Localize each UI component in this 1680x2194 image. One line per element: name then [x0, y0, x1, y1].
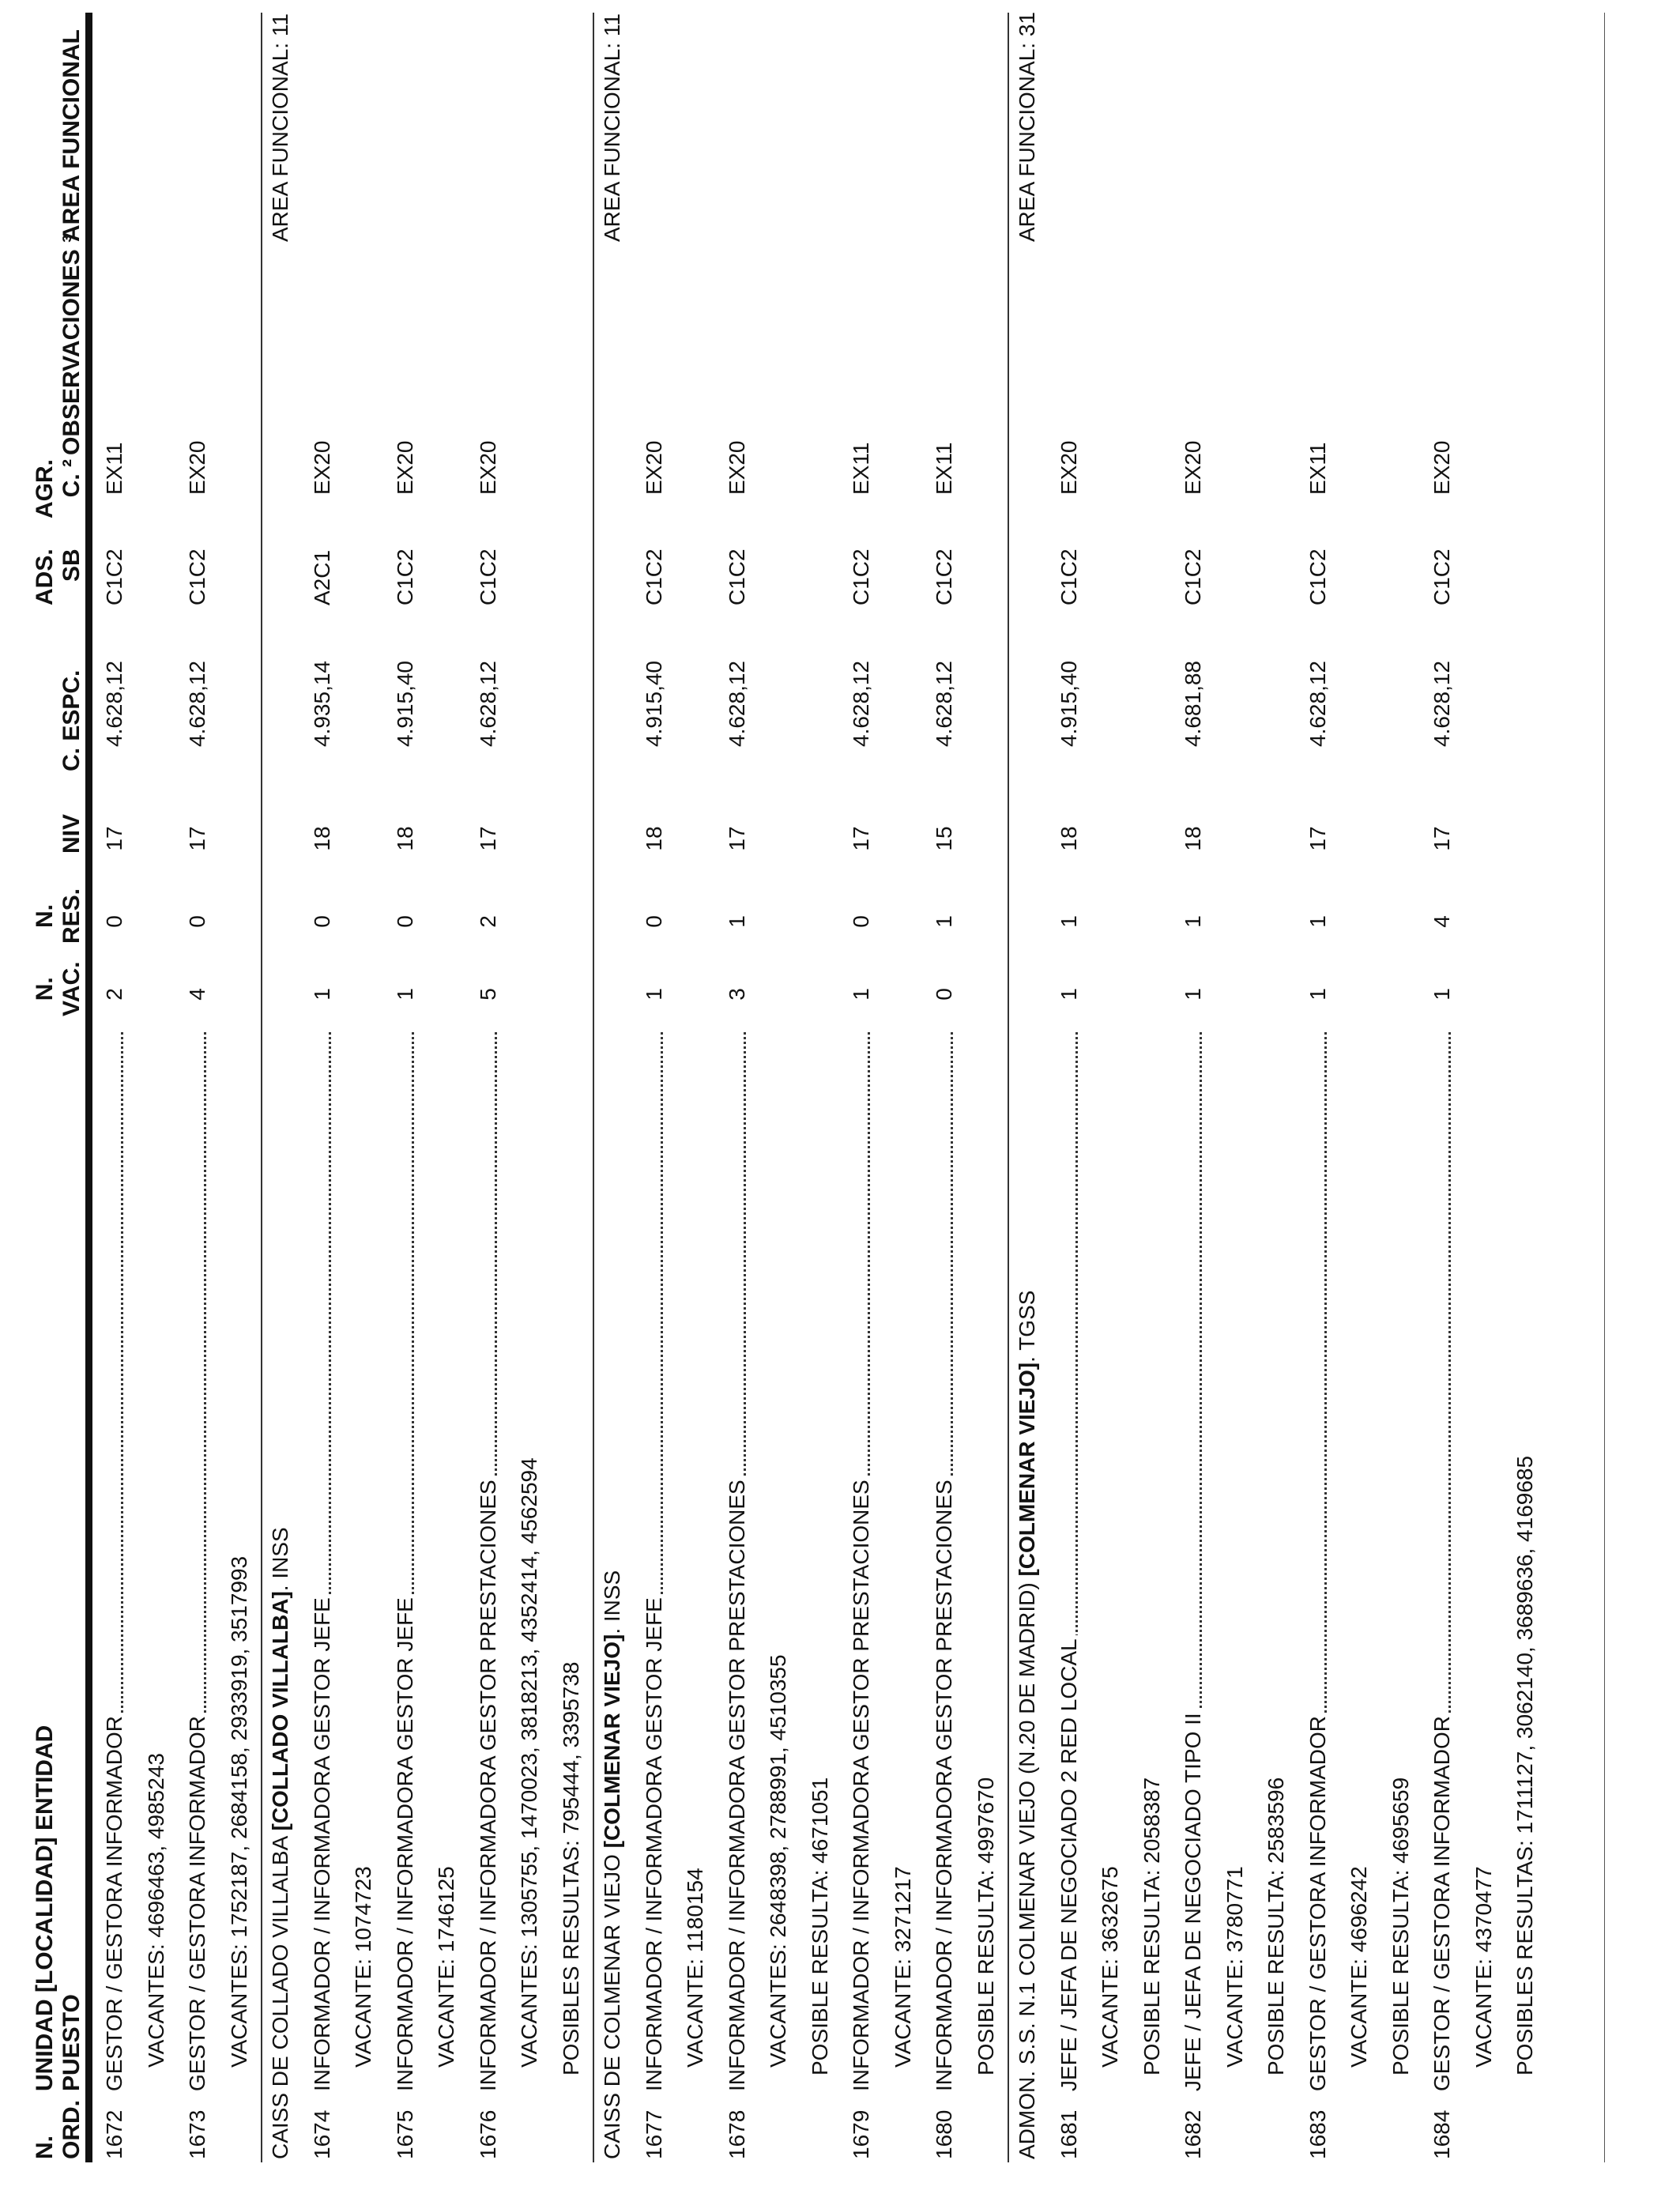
order-number: 1674	[309, 2109, 334, 2159]
vacantes-list: VACANTES: 2648398, 2788991, 4510355	[766, 1654, 790, 2068]
nivel: 18	[309, 826, 334, 851]
unit-entity: . TGSS	[1015, 1290, 1039, 1363]
order-number: 1684	[1430, 2109, 1454, 2159]
group-separator	[593, 13, 594, 2162]
puesto-title	[931, 1032, 958, 2091]
agrupacion-cuerpos: EX20	[309, 440, 334, 495]
adscripcion-subgrupo: C1C2	[1430, 548, 1454, 605]
nivel: 17	[102, 826, 126, 851]
complemento-especifico: 4.681,88	[1181, 661, 1205, 747]
puesto-text: INFORMADOR / INFORMADORA GESTOR JEFE	[393, 1594, 417, 2091]
agrupacion-cuerpos: EX11	[102, 442, 126, 495]
puesto-text: INFORMADOR / INFORMADORA GESTOR PRESTACIONES	[725, 1476, 749, 2091]
n-resultas: 1	[724, 915, 749, 928]
vacantes-list: VACANTE: 1180154	[683, 1868, 707, 2068]
nivel: 15	[932, 826, 956, 851]
header-agr-c: AGR. C. ²	[32, 459, 85, 518]
posibles-resultas: POSIBLE RESULTA: 2058387	[1139, 1777, 1164, 2075]
header-c-espc: C. ESPC.	[58, 669, 85, 771]
agrupacion-cuerpos: EX20	[392, 440, 417, 495]
n-resultas: 1	[932, 915, 956, 928]
adscripcion-subgrupo: C1C2	[102, 548, 126, 605]
adscripcion-subgrupo: C1C2	[1056, 548, 1081, 605]
posibles-resultas: POSIBLES RESULTAS: 1711127, 3062140, 3689636, 4169685	[1512, 1455, 1537, 2075]
puesto-text: JEFE / JEFA DE NEGOCIADO TIPO II	[1181, 1710, 1205, 2091]
adscripcion-subgrupo: C1C2	[724, 548, 749, 605]
complemento-especifico: 4.628,12	[724, 661, 749, 747]
agrupacion-cuerpos: EX11	[849, 442, 873, 495]
puesto-title	[184, 1032, 211, 2091]
n-resultas: 4	[1430, 915, 1454, 928]
agrupacion-cuerpos: EX20	[1181, 440, 1205, 495]
n-vacantes: 1	[1181, 988, 1205, 1001]
complemento-especifico: 4.628,12	[1430, 661, 1454, 747]
vacantes-list: VACANTE: 3632675	[1098, 1866, 1122, 2068]
complemento-especifico: 4.628,12	[475, 661, 500, 747]
posibles-resultas: POSIBLE RESULTA: 4695659	[1388, 1777, 1413, 2075]
puesto-title	[475, 1032, 502, 2091]
n-resultas: 1	[1056, 915, 1081, 928]
unit-name: CAISS DE COLLADO VILLALBA	[268, 1830, 292, 2159]
order-number: 1678	[724, 2109, 749, 2159]
adscripcion-subgrupo: C1C2	[641, 548, 666, 605]
n-vacantes: 2	[102, 988, 126, 1001]
header-n-res: N. RES.	[32, 888, 85, 944]
agrupacion-cuerpos: EX20	[475, 440, 500, 495]
puesto-title	[309, 1032, 336, 2091]
n-vacantes: 1	[1305, 988, 1330, 1001]
header-n-ord: N. ORD.	[32, 2100, 85, 2159]
header-niv: NIV	[58, 813, 85, 854]
adscripcion-subgrupo: C1C2	[392, 548, 417, 605]
n-vacantes: 1	[641, 988, 666, 1001]
vacantes-list: VACANTE: 3271217	[890, 1866, 915, 2068]
nivel: 18	[1181, 826, 1205, 851]
header-area-funcional: AREA FUNCIONAL	[58, 29, 85, 242]
vacantes-list: VACANTE: 4370477	[1471, 1866, 1496, 2068]
header-n-vac: N. VAC.	[32, 961, 85, 1016]
complemento-especifico: 4.628,12	[1305, 661, 1330, 747]
complemento-especifico: 4.935,14	[309, 661, 334, 747]
bottom-rule	[1604, 13, 1605, 2162]
group-separator	[261, 13, 262, 2162]
header-observaciones: OBSERVACIONES ³	[58, 235, 85, 455]
puesto-text: JEFE / JEFA DE NEGOCIADO 2 RED LOCAL	[1057, 1635, 1081, 2091]
adscripcion-subgrupo: C1C2	[185, 548, 209, 605]
area-funcional-value: AREA FUNCIONAL: 11	[600, 13, 624, 242]
n-vacantes: 1	[849, 988, 873, 1001]
puesto-text: GESTOR / GESTORA INFORMADOR	[185, 1713, 209, 2091]
n-vacantes: 5	[475, 988, 500, 1001]
vacantes-list: VACANTE: 1746125	[434, 1866, 458, 2068]
vacantes-list: VACANTE: 3780771	[1222, 1866, 1247, 2068]
agrupacion-cuerpos: EX20	[185, 440, 209, 495]
nivel: 17	[724, 826, 749, 851]
adscripcion-subgrupo: C1C2	[932, 548, 956, 605]
puesto-title	[848, 1032, 875, 2091]
puesto-text: INFORMADOR / INFORMADORA GESTOR JEFE	[310, 1594, 334, 2091]
n-resultas: 0	[102, 915, 126, 928]
n-vacantes: 1	[1056, 988, 1081, 1001]
nivel: 18	[641, 826, 666, 851]
order-number: 1675	[392, 2109, 417, 2159]
vacantes-list: VACANTE: 1074723	[351, 1866, 375, 2068]
nivel: 17	[849, 826, 873, 851]
unit-locality: [COLLADO VILLALBA]	[268, 1591, 292, 1831]
puesto-title	[1180, 1032, 1207, 2091]
unit-entity: . INSS	[600, 1570, 624, 1634]
puesto-title	[641, 1032, 668, 2091]
unit-locality: [COLMENAR VIEJO]	[600, 1634, 624, 1849]
n-resultas: 0	[641, 915, 666, 928]
order-number: 1679	[849, 2109, 873, 2159]
adscripcion-subgrupo: C1C2	[475, 548, 500, 605]
puesto-text: INFORMADOR / INFORMADORA GESTOR PRESTACIONES	[849, 1476, 873, 2091]
nivel: 17	[475, 826, 500, 851]
complemento-especifico: 4.915,40	[1056, 661, 1081, 747]
n-resultas: 0	[392, 915, 417, 928]
unit-locality: [COLMENAR VIEJO]	[1015, 1362, 1039, 1577]
vacantes-list: VACANTES: 1305755, 1470023, 3818213, 4352414, 4562594	[517, 1457, 541, 2068]
agrupacion-cuerpos: EX11	[932, 442, 956, 495]
unit-name: ADMON. S.S. N.1 COLMENAR VIEJO (N.20 DE MADRID)	[1015, 1576, 1039, 2159]
vacantes-list: VACANTES: 4696463, 4985243	[143, 1753, 168, 2068]
unit-heading	[1014, 1291, 1041, 2159]
puesto-title	[1056, 1032, 1083, 2091]
puesto-title	[392, 1032, 419, 2091]
unit-heading	[599, 1570, 626, 2159]
nivel: 18	[392, 826, 417, 851]
posibles-resultas: POSIBLE RESULTA: 2583596	[1264, 1777, 1288, 2075]
adscripcion-subgrupo: C1C2	[849, 548, 873, 605]
agrupacion-cuerpos: EX20	[641, 440, 666, 495]
nivel: 17	[1305, 826, 1330, 851]
nivel: 17	[1430, 826, 1454, 851]
n-vacantes: 1	[392, 988, 417, 1001]
puesto-text: GESTOR / GESTORA INFORMADOR	[1305, 1713, 1330, 2091]
n-resultas: 1	[1181, 915, 1205, 928]
complemento-especifico: 4.628,12	[185, 661, 209, 747]
complemento-especifico: 4.915,40	[641, 661, 666, 747]
n-vacantes: 3	[724, 988, 749, 1001]
complemento-especifico: 4.915,40	[392, 661, 417, 747]
area-funcional-value: AREA FUNCIONAL: 31	[1015, 12, 1039, 242]
puesto-text: GESTOR / GESTORA INFORMADOR	[1430, 1713, 1454, 2091]
posibles-resultas: POSIBLES RESULTAS: 795444, 3395738	[558, 1661, 583, 2075]
header-unidad-puesto: UNIDAD [LOCALIDAD] ENTIDAD PUESTO	[32, 1725, 85, 2091]
n-vacantes: 1	[309, 988, 334, 1001]
area-funcional-value: AREA FUNCIONAL: 11	[268, 13, 292, 242]
agrupacion-cuerpos: EX20	[1430, 440, 1454, 495]
n-resultas: 0	[185, 915, 209, 928]
agrupacion-cuerpos: EX20	[1056, 440, 1081, 495]
order-number: 1673	[185, 2109, 209, 2159]
adscripcion-subgrupo: C1C2	[1181, 548, 1205, 605]
n-vacantes: 0	[932, 988, 956, 1001]
order-number: 1682	[1181, 2109, 1205, 2159]
n-vacantes: 4	[185, 988, 209, 1001]
nivel: 18	[1056, 826, 1081, 851]
order-number: 1681	[1056, 2109, 1081, 2159]
group-separator	[1008, 13, 1009, 2162]
puesto-text: GESTOR / GESTORA INFORMADOR	[102, 1713, 126, 2091]
posibles-resultas: POSIBLE RESULTA: 4997670	[973, 1777, 998, 2075]
n-resultas: 0	[849, 915, 873, 928]
nivel: 17	[185, 826, 209, 851]
unit-heading	[267, 1527, 294, 2159]
n-vacantes: 1	[1430, 988, 1454, 1001]
puesto-title	[724, 1032, 751, 2091]
n-resultas: 2	[475, 915, 500, 928]
agrupacion-cuerpos: EX20	[724, 440, 749, 495]
complemento-especifico: 4.628,12	[102, 661, 126, 747]
header-ads-sb: ADS. SB	[32, 548, 85, 605]
unit-name: CAISS DE COLMENAR VIEJO	[600, 1848, 624, 2159]
vacantes-list: VACANTES: 1752187, 2684158, 2933919, 3517993	[226, 1555, 251, 2068]
order-number: 1672	[102, 2109, 126, 2159]
puesto-text: INFORMADOR / INFORMADORA GESTOR JEFE	[642, 1594, 666, 2091]
puesto-text: INFORMADOR / INFORMADORA GESTOR PRESTACIONES	[476, 1476, 500, 2091]
puesto-title	[101, 1032, 128, 2091]
order-number: 1683	[1305, 2109, 1330, 2159]
puesto-title	[1305, 1032, 1332, 2091]
header-rule	[85, 13, 92, 2162]
complemento-especifico: 4.628,12	[849, 661, 873, 747]
agrupacion-cuerpos: EX11	[1305, 442, 1330, 495]
adscripcion-subgrupo: C1C2	[1305, 548, 1330, 605]
n-resultas: 1	[1305, 915, 1330, 928]
order-number: 1676	[475, 2109, 500, 2159]
puesto-title	[1429, 1032, 1456, 2091]
order-number: 1677	[641, 2109, 666, 2159]
posibles-resultas: POSIBLE RESULTA: 4671051	[807, 1777, 832, 2075]
puesto-text: INFORMADOR / INFORMADORA GESTOR PRESTACIONES	[932, 1476, 956, 2091]
order-number: 1680	[932, 2109, 956, 2159]
unit-entity: . INSS	[268, 1527, 292, 1592]
n-resultas: 0	[309, 915, 334, 928]
vacantes-list: VACANTE: 4696242	[1347, 1866, 1371, 2068]
adscripcion-subgrupo: A2C1	[309, 549, 334, 605]
complemento-especifico: 4.628,12	[932, 661, 956, 747]
